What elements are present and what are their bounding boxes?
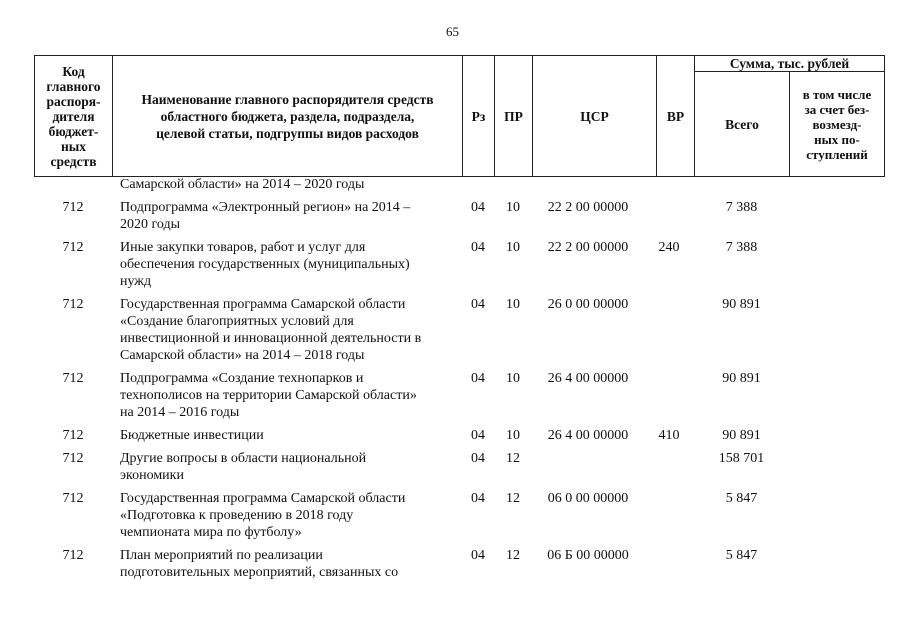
- table-row: [34, 547, 894, 581]
- row-name: Бюджетные инвестиции: [120, 428, 264, 443]
- row-kod: 712: [62, 200, 84, 215]
- table-row: [34, 176, 894, 193]
- row-total: 90 891: [722, 371, 761, 386]
- header-sum: Сумма, тыс. рублей: [695, 56, 885, 72]
- row-kod: 712: [62, 451, 84, 466]
- row-kod: 712: [62, 428, 84, 443]
- row-rz: 04: [471, 491, 485, 506]
- table-row: [34, 370, 894, 421]
- row-rz: 04: [471, 240, 485, 255]
- row-name: Государственная программа Самарской области «Подготовка к проведению в 2018 году чемпионата мира по футболу»: [120, 491, 406, 540]
- table-body: [34, 176, 894, 581]
- row-name: План мероприятий по реализации подготовительных мероприятий, связанных со: [120, 548, 399, 580]
- row-name: Подпрограмма «Создание технопарков и технополисов на территории Самарской области» на 2014 – 2016 годы: [120, 371, 417, 420]
- row-total: 90 891: [722, 428, 761, 443]
- row-pr: 10: [506, 428, 520, 443]
- header-free: в том числе за счет без- возмезд- ных по- ступлений: [790, 72, 885, 177]
- row-total: 90 891: [722, 297, 761, 312]
- row-kod: 712: [62, 548, 84, 563]
- row-kod: 712: [62, 491, 84, 506]
- row-total: 5 847: [725, 491, 758, 506]
- row-rz: 04: [471, 428, 485, 443]
- row-vr: 240: [658, 240, 680, 255]
- row-name: Государственная программа Самарской области «Создание благоприятных условий для инвестиционной и инновационной деятельности в Самарской области» на 2014 – 2018 годы: [120, 297, 422, 363]
- header-rz: Рз: [463, 56, 495, 177]
- table-row: [34, 239, 894, 290]
- table-row: [34, 490, 894, 541]
- row-csr: 26 0 00 00000: [547, 297, 629, 312]
- row-name: Другие вопросы в области национальной экономики: [120, 451, 367, 483]
- table-row: [34, 199, 894, 233]
- header-kod: Код главного распоря- дителя бюджет- ных средств: [35, 56, 113, 177]
- row-total: 7 388: [725, 240, 758, 255]
- row-name: Иные закупки товаров, работ и услуг для обеспечения государственных (муниципальных) нужд: [120, 240, 410, 289]
- row-total: 158 701: [718, 451, 765, 466]
- row-kod: 712: [62, 371, 84, 386]
- row-csr: 22 2 00 00000: [547, 200, 629, 215]
- header-pr: ПР: [495, 56, 533, 177]
- table-row: [34, 427, 894, 444]
- row-vr: 410: [658, 428, 680, 443]
- row-pr: 12: [506, 548, 520, 563]
- row-pr: 12: [506, 491, 520, 506]
- row-csr: 26 4 00 00000: [547, 371, 629, 386]
- header-total: Всего: [695, 72, 790, 177]
- header-vr: ВР: [657, 56, 695, 177]
- row-rz: 04: [471, 200, 485, 215]
- row-csr: 26 4 00 00000: [547, 428, 629, 443]
- row-rz: 04: [471, 451, 485, 466]
- row-rz: 04: [471, 548, 485, 563]
- row-pr: 12: [506, 451, 520, 466]
- row-csr: 06 0 00 00000: [547, 491, 629, 506]
- table-row: [34, 450, 894, 484]
- row-pr: 10: [506, 371, 520, 386]
- row-name: Самарской области» на 2014 – 2020 годы: [120, 177, 365, 192]
- header-csr: ЦСР: [533, 56, 657, 177]
- row-total: 7 388: [725, 200, 758, 215]
- row-rz: 04: [471, 371, 485, 386]
- table-row: [34, 296, 894, 364]
- row-rz: 04: [471, 297, 485, 312]
- row-total: 5 847: [725, 548, 758, 563]
- page-number: 65: [446, 24, 459, 39]
- header-name: Наименование главного распорядителя средств областного бюджета, раздела, подраздела, целевой статьи, подгруппы видов расходов: [113, 56, 463, 177]
- row-pr: 10: [506, 200, 520, 215]
- row-kod: 712: [62, 240, 84, 255]
- row-name: Подпрограмма «Электронный регион» на 2014 – 2020 годы: [120, 200, 411, 232]
- row-kod: 712: [62, 297, 84, 312]
- row-pr: 10: [506, 297, 520, 312]
- table-header: [34, 55, 885, 177]
- row-csr: 22 2 00 00000: [547, 240, 629, 255]
- row-csr: 06 Б 00 00000: [547, 548, 629, 563]
- row-pr: 10: [506, 240, 520, 255]
